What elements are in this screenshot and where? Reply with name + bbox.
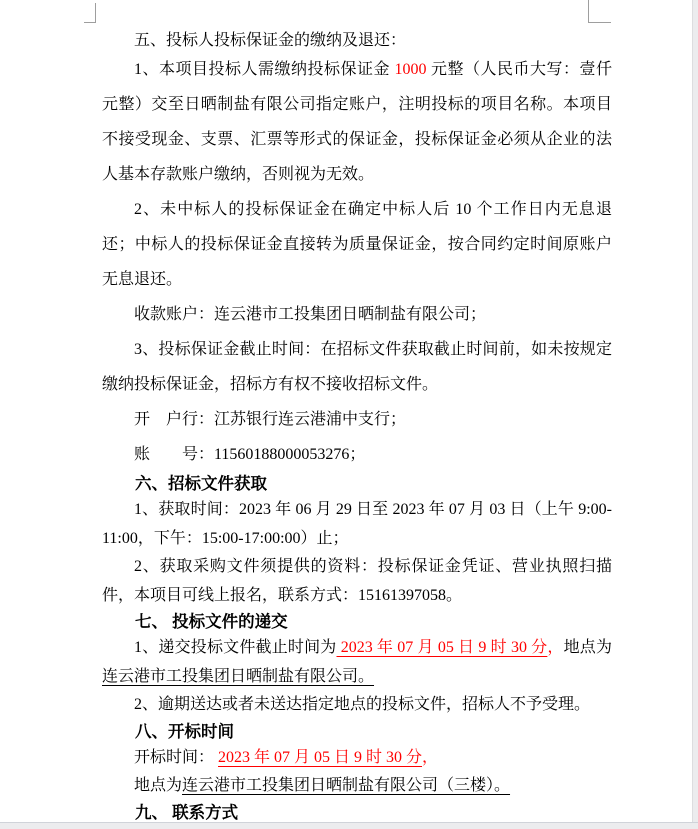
text-run: 开标时间： bbox=[134, 748, 219, 766]
opening-datetime: 2023 年 07 月 05 日 9 时 30 分 bbox=[218, 748, 423, 766]
paragraph-opening-location bbox=[102, 772, 612, 801]
canvas-background-right bbox=[692, 0, 698, 829]
paragraph-deposit-amount bbox=[102, 52, 612, 192]
text-run: 1、本项目投标人需缴纳投标保证金 bbox=[134, 61, 395, 78]
paragraph-deposit-deadline: 3、投标保证金截止时间：在招标文件获取截止时间前，如未按规定缴纳投标保证金，招标方有权不接收招标文件。 bbox=[102, 341, 612, 393]
margin-crop-mark-left bbox=[84, 3, 96, 23]
text-run: 地点为 bbox=[563, 639, 612, 656]
submission-deadline-datetime: 2023 年 07 月 05 日 9 时 30 分 bbox=[336, 639, 548, 656]
section-heading-bid-submission: 七、 投标文件的递交 bbox=[135, 612, 288, 631]
text-run: ， bbox=[422, 748, 439, 766]
text-run: 1、递交投标文件截止时间为 bbox=[134, 639, 337, 656]
submission-location: 连云港市工投集团日晒制盐有限公司。 bbox=[102, 667, 375, 685]
text-run: 地点为 bbox=[134, 777, 183, 794]
paragraph-payee-account: 收款账户：连云港市工投集团日晒制盐有限公司； bbox=[134, 306, 487, 323]
paragraph-submission-deadline bbox=[102, 634, 612, 691]
paragraph-opening-time bbox=[102, 744, 612, 773]
paragraph-obtain-time: 1、获取时间：2023 年 06 月 29 日至 2023 年 07 月 03 日（上午 9:00-11:00，下午：15:00-17:00:00）止； bbox=[102, 501, 612, 547]
section-heading-bid-opening: 八、开标时间 bbox=[135, 721, 234, 741]
section-heading-document-obtain: 六、招标文件获取 bbox=[135, 474, 267, 493]
section-heading-contact: 九、 联系方式 bbox=[135, 802, 239, 822]
paragraph-late-submission: 2、逾期送达或者未送达指定地点的投标文件，招标人不予受理。 bbox=[134, 696, 591, 713]
text-run: ， bbox=[547, 639, 564, 656]
paragraph-obtain-materials: 2、获取采购文件须提供的资料：投标保证金凭证、营业执照扫描件，本项目可线上报名，联系方式：15161397058。 bbox=[102, 558, 612, 604]
opening-location: 连云港市工投集团日晒制盐有限公司（三楼）。 bbox=[182, 777, 511, 794]
document-content bbox=[102, 30, 612, 825]
canvas-background-bottom bbox=[0, 822, 698, 829]
paragraph-bank-name: 开 户行：江苏银行连云港浦中支行； bbox=[134, 411, 407, 428]
margin-crop-mark-right bbox=[588, 0, 611, 23]
paragraph-account-number: 账 号：11560188000053276； bbox=[134, 446, 366, 463]
section-heading-deposit: 五、投标人投标保证金的缴纳及退还： bbox=[134, 32, 407, 49]
deposit-amount-value: 1000 bbox=[394, 61, 427, 78]
text-run: 元整（人民币大写：壹仟元整）交至日晒制盐有限公司指定账户，注明投标的项目名称。本项目不接受现金、支票、汇票等形式的保证金，投标保证金必须从企业的法人基本存款账户缴纳，否则视为无效。 bbox=[102, 61, 612, 183]
paragraph-deposit-refund: 2、未中标人的投标保证金在确定中标人后 10 个工作日内无息退还；中标人的投标保证金直接转为质量保证金，按合同约定时间原账户无息退还。 bbox=[102, 201, 612, 288]
